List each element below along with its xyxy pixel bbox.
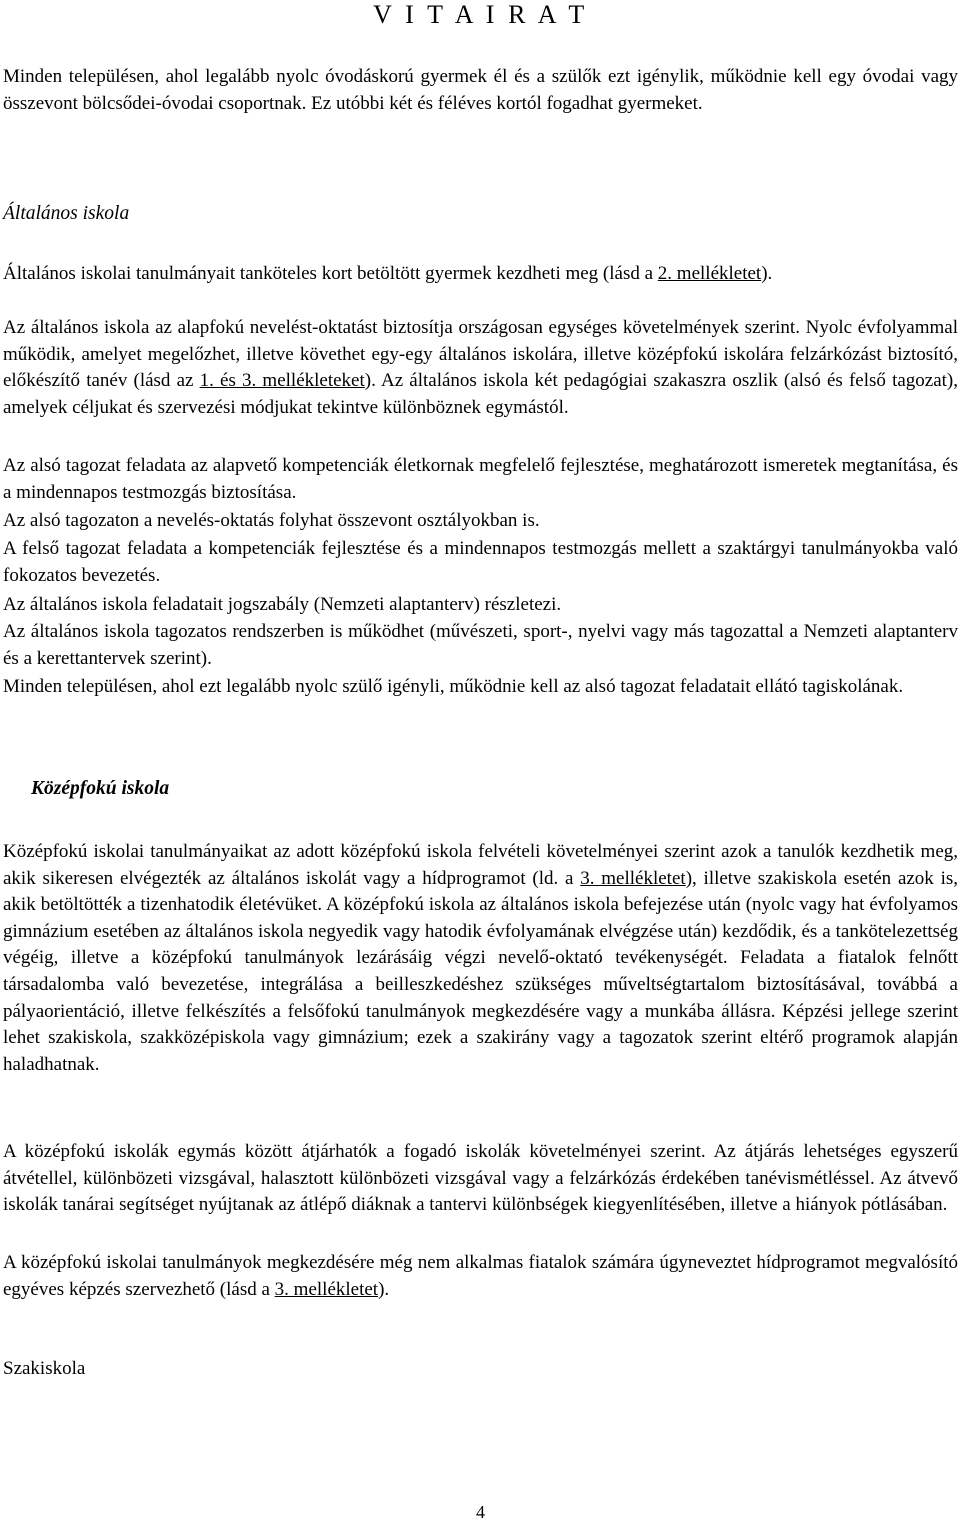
section-heading-altalanos: Általános iskola (3, 203, 130, 224)
text-segment: Általános iskolai tanulmányait tanköteles kort betöltött gyermek kezdheti meg (lásd a (3, 263, 658, 284)
text-segment: ), illetve szakiskola esetén azok is, akik betöltötték a tizenhatodik életévüket. A középfokú iskola az általános iskola befejezése után (nyolc vagy hat évfolyamos gimnázium esetében az általános iskola negyedik vagy hatodik évfolyamának elvégzése után) kezdődik, és a tankötelezettség végéig, illetve a középfokú tanulmányok lezárásáig végzi nevelő-oktató tevékenységét. Feladata a fiatalok felnőtt társadalomba való bevezetése, integrálása a beilleszkedéshez szükséges műveltségtartalom biztosításával, továbbá a pályaorientáció, illetve felkészítés a felsőfokú tanulmányok megkezdésére vagy a munkába állásra. Képzési jellege szerint lehet szakiskola, szakközépiskola vagy gimnázium; ezek a szakirány vagy a tagozatok szerint eltérő programok alapján haladhatnak. (3, 867, 959, 1075)
annex-link[interactable]: 2. mellékletet (657, 263, 762, 284)
annex-link[interactable]: 3. mellékletet (274, 1278, 379, 1300)
document-page (3, 0, 958, 1524)
altalanos-paragraph-1 (3, 261, 958, 288)
section-heading-kozepfoku (3, 776, 958, 803)
altalanos-paragraph-2 (3, 315, 958, 421)
altalanos-paragraph-4: Az alsó tagozaton a nevelés-oktatás folyhat összevont osztályokban is. (3, 510, 540, 531)
kozepfoku-paragraph-1 (3, 839, 958, 1078)
kozepfoku-paragraph-2: A középfokú iskolák egymás között átjárhatók a fogadó iskolák követelményei szerint. Az átjárás lehetséges egyszerű átvétellel, különbözeti vizsgával, halasztott különbözeti vizsgával vagy a felzárkózás érdekében tanévismétléssel. Az átvevő iskolák tanárai segítséget nyújtanak az átlépő diáknak a tantervi különbségek kiegyenlítésében, illetve a hiányok pótlásában. (3, 1141, 958, 1216)
intro-paragraph: Minden településen, ahol legalább nyolc óvodáskorú gyermek él és a szülők ezt igénylik, működnie kell egy óvodai vagy összevont bölcsődei-óvodai csoportnak. Ez utóbbi két és féléves kortól fogadhat gyermeket. (3, 66, 958, 114)
page-number: 4 (476, 1502, 485, 1522)
altalanos-paragraph-6: Az általános iskola feladatait jogszabály (Nemzeti alaptanterv) részletezi. (3, 594, 562, 615)
altalanos-paragraph-7: Az általános iskola tagozatos rendszerben is működhet (művészeti, sport-, nyelvi vagy más tagozattal a Nemzeti alaptanterv és a kerettantervek szerint). (3, 621, 958, 669)
text-segment: ). (761, 263, 773, 284)
annex-link[interactable]: 3. mellékletet (580, 867, 686, 889)
altalanos-paragraph-5: A felső tagozat feladata a kompetenciák fejlesztése és a mindennapos testmozgás mellett a szaktárgyi tanulmányokba való fokozatos bevezetés. (3, 538, 958, 586)
text-segment: Az általános iskola az alapfokú nevelést-oktatást biztosítja országosan egységes követelmények szerint. Nyolc évfolyammal működik, amelyet megelőzhet, illetve követhet egy-egy általános iskolára, illetve középfokú iskolára felzárkózást biztosító, előkészítő tanév (lásd az (3, 317, 958, 392)
text-segment: ). Az általános iskola két pedagógiai szakaszra oszlik (alsó és felső tagozat), amelyek céljukat és szervezési módjukat tekintve különböznek egymástól. (3, 370, 958, 418)
text-segment: A középfokú iskolai tanulmányok megkezdésére még nem alkalmas fiatalok számára úgyneveztet hídprogramot megvalósító egyéves képzés szervezhető (lásd a (3, 1252, 958, 1300)
kozepfoku-paragraph-3 (3, 1250, 958, 1303)
section-heading-szakiskola: Szakiskola (3, 1358, 86, 1379)
heading-text: Középfokú iskola (31, 778, 170, 799)
altalanos-paragraph-3: Az alsó tagozat feladata az alapvető kompetenciák életkornak megfelelő fejlesztése, meghatározott ismeretek megtanítása, és a mindennapos testmozgás biztosítása. (3, 455, 958, 503)
annex-link[interactable]: 1. és 3. mellékleteket (199, 370, 365, 392)
page-title: V I T A I R A T (373, 0, 588, 29)
text-segment: ). (378, 1278, 390, 1300)
text-segment: Középfokú iskolai tanulmányaikat az adott középfokú iskola felvételi követelményei szerint azok a tanulók kezdhetik meg, akik sikeresen elvégezték az általános iskolát vagy a hídprogramot (ld. a (3, 841, 958, 889)
altalanos-paragraph-8: Minden településen, ahol ezt legalább nyolc szülő igényli, működnie kell az alsó tagozat feladatait ellátó tagiskolának. (3, 676, 904, 697)
